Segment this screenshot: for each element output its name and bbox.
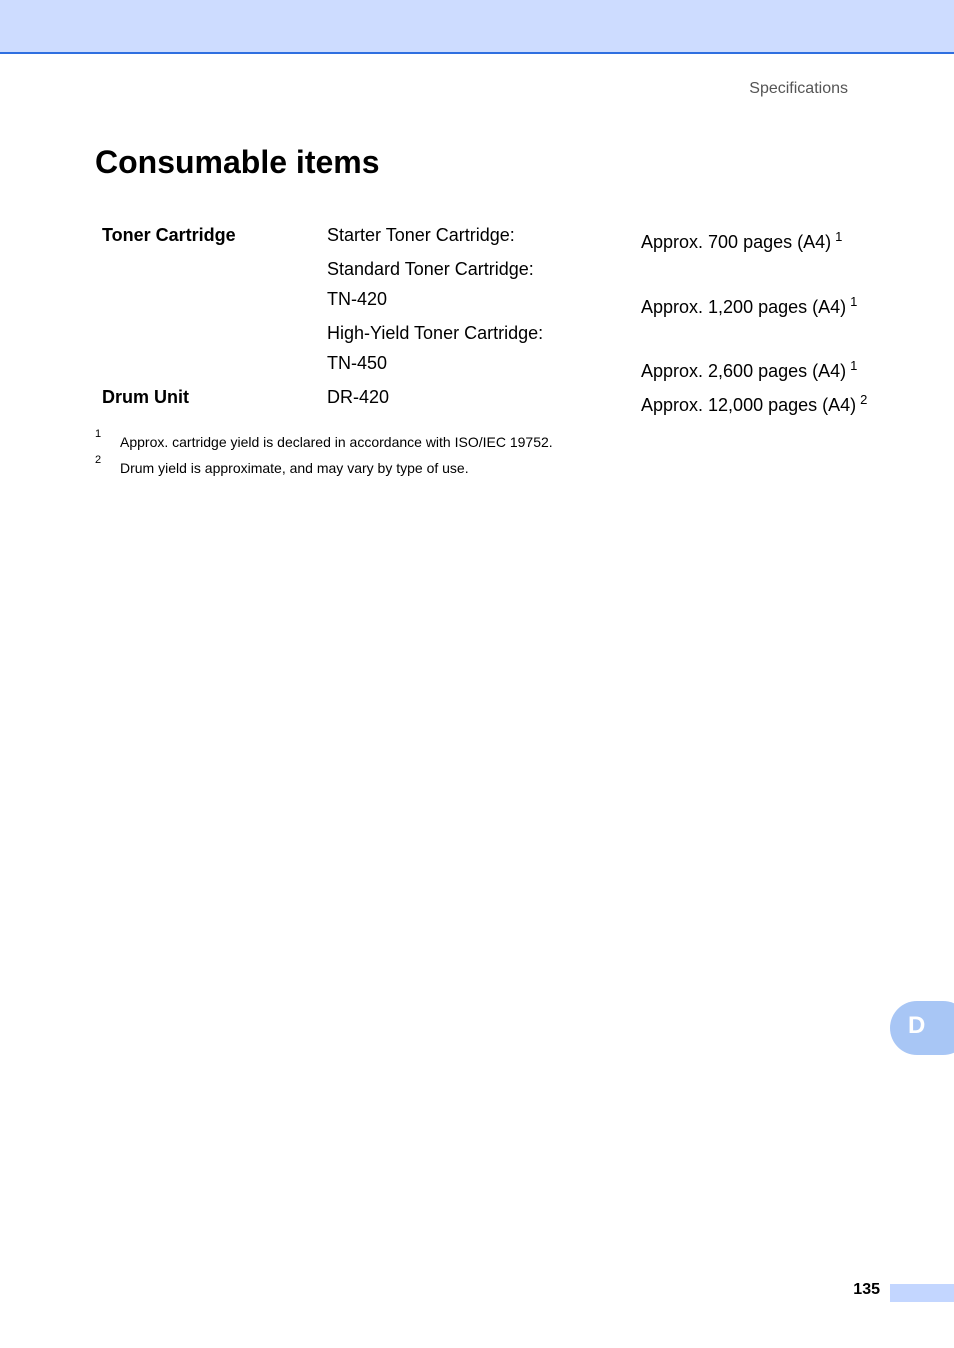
drum-unit-model: DR-420 xyxy=(327,387,390,407)
footnote-ref: 1 xyxy=(850,294,858,309)
high-yield-toner-label: High-Yield Toner Cartridge: xyxy=(327,323,544,343)
toner-cartridge-label: Toner Cartridge xyxy=(102,225,236,245)
starter-toner-label: Starter Toner Cartridge: xyxy=(327,225,515,245)
footnote-text: Drum yield is approximate, and may vary by type of use. xyxy=(120,460,469,476)
drum-unit-label: Drum Unit xyxy=(102,387,189,407)
standard-toner-label: Standard Toner Cartridge: xyxy=(327,259,534,279)
high-yield-toner-model: TN-450 xyxy=(327,353,388,373)
chapter-tab-letter: D xyxy=(908,1012,926,1039)
standard-toner-yield: Approx. 1,200 pages (A4) $^1$ xyxy=(641,294,858,317)
page-number: 135 xyxy=(853,1281,880,1298)
top-header-band xyxy=(0,0,954,54)
footnote-ref: 2 xyxy=(860,392,868,407)
footnote-number: 1 xyxy=(95,428,102,440)
drum-unit-yield: Approx. 12,000 pages (A4) $^2$ xyxy=(641,392,868,415)
chapter-tab xyxy=(890,1001,954,1055)
footnote-ref: 1 xyxy=(850,358,858,373)
section-header: Specifications xyxy=(749,80,848,97)
footnote-ref: 1 xyxy=(835,229,843,244)
starter-toner-yield: Approx. 700 pages (A4) $^1$ xyxy=(641,229,843,252)
high-yield-toner-yield: Approx. 2,600 pages (A4) $^1$ xyxy=(641,358,858,381)
page-number-bar xyxy=(890,1284,954,1302)
footnote-text: Approx. cartridge yield is declared in accordance with ISO/IEC 19752. xyxy=(120,434,553,450)
standard-toner-model: TN-420 xyxy=(327,289,388,309)
footnote-number: 2 xyxy=(95,454,102,466)
page-title: Consumable items xyxy=(95,144,380,180)
